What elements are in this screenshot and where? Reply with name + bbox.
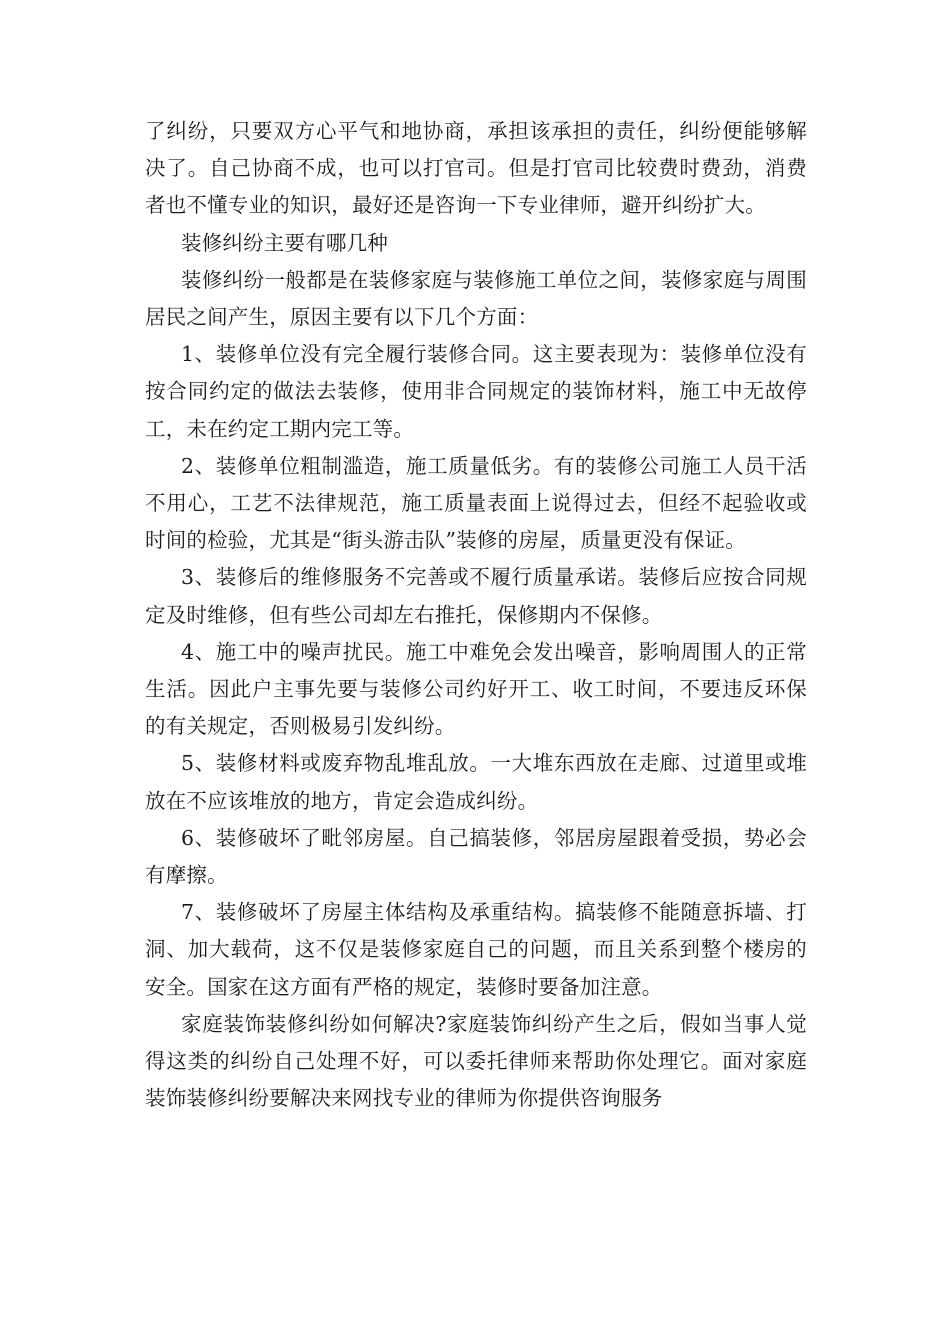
list-item-1: 1、装修单位没有完全履行装修合同。这主要表现为：装修单位没有按合同约定的做法去装修，使用非合同规定的装饰材料，施工中无故停工，未在约定工期内完工等。	[145, 342, 807, 441]
document-body	[145, 113, 807, 1117]
section-heading: 装修纠纷主要有哪几种	[181, 230, 388, 255]
list-item-4: 4、施工中的噪声扰民。施工中难免会发出噪音，影响周围人的正常生活。因此户主事先要与装修公司约好开工、收工时间，不要违反环保的有关规定，否则极易引发纠纷。	[145, 639, 807, 739]
list-item-7: 7、装修破坏了房屋主体结构及承重结构。搞装修不能随意拆墙、打洞、加大载荷，这不仅是装修家庭自己的问题，而且关系到整个楼房的安全。国家在这方面有严格的规定，装修时要备加注意。	[145, 900, 807, 999]
paragraph-1: 了纠纷，只要双方心平气和地协商，承担该承担的责任，纠纷便能够解决了。自己协商不成，也可以打官司。但是打官司比较费时费劲，消费者也不懂专业的知识，最好还是咨询一下专业律师，避开纠纷扩大。	[145, 119, 807, 218]
paragraph-conclusion: 家庭装饰装修纠纷如何解决?家庭装饰纠纷产生之后，假如当事人觉得这类的纠纷自己处理不好，可以委托律师来帮助你处理它。面对家庭装饰装修纠纷要解决来网找专业的律师为你提供咨询服务	[145, 1011, 807, 1111]
list-item-6: 6、装修破坏了毗邻房屋。自己搞装修，邻居房屋跟着受损，势必会有摩擦。	[145, 825, 807, 888]
list-item-2: 2、装修单位粗制滥造，施工质量低劣。有的装修公司施工人员干活不用心，工艺不法律规范，施工质量表面上说得过去，但经不起验收或时间的检验，尤其是“街头游击队”装修的房屋，质量更没有保证。	[145, 453, 807, 553]
list-item-3: 3、装修后的维修服务不完善或不履行质量承诺。装修后应按合同规定及时维修，但有些公司却左右推托，保修期内不保修。	[145, 565, 807, 627]
list-item-5: 5、装修材料或废弃物乱堆乱放。一大堆东西放在走廊、过道里或堆放在不应该堆放的地方，肯定会造成纠纷。	[145, 751, 807, 813]
paragraph-intro: 装修纠纷一般都是在装修家庭与装修施工单位之间，装修家庭与周围居民之间产生，原因主要有以下几个方面：	[145, 267, 807, 330]
